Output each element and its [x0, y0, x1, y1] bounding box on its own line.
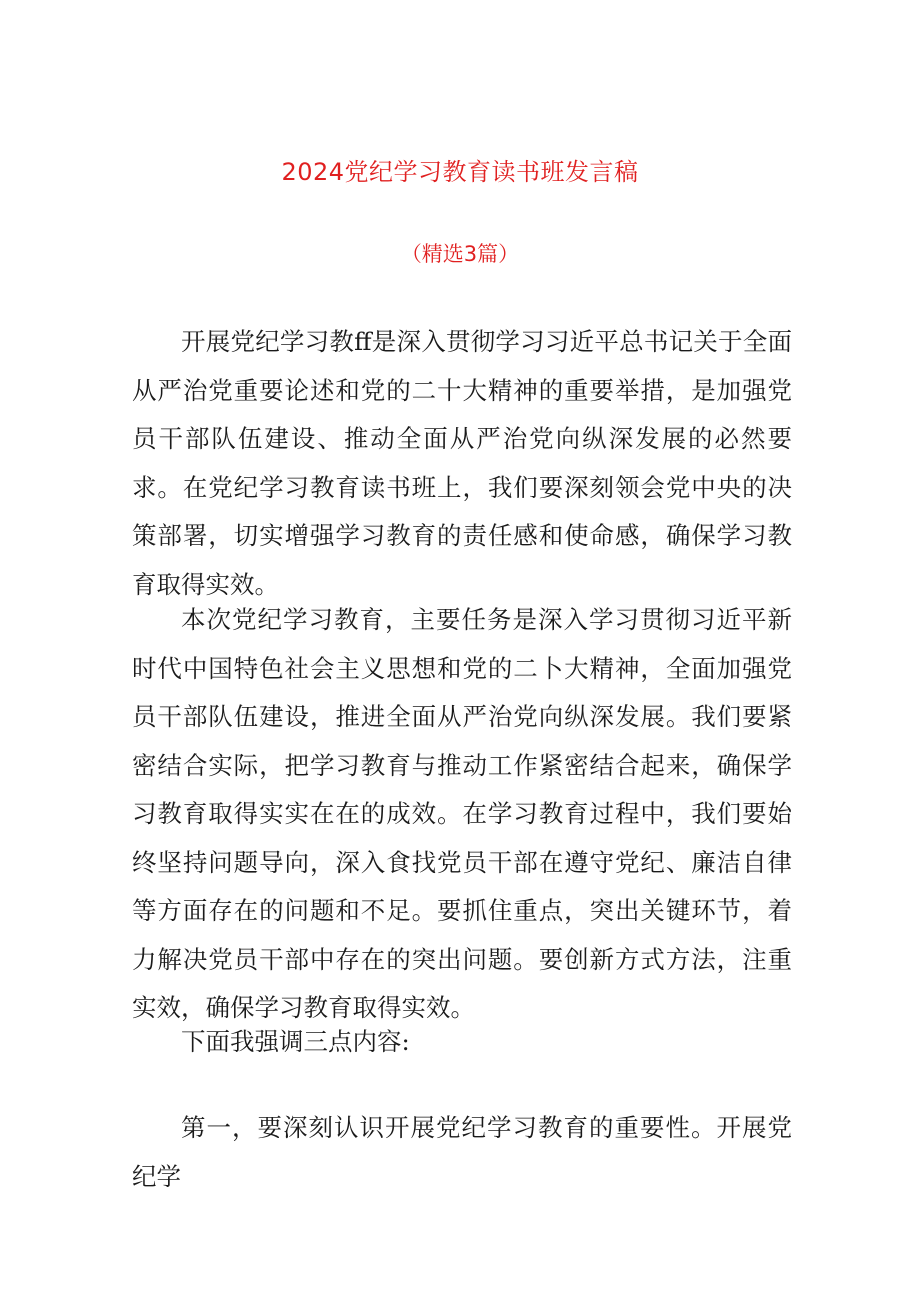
paragraph-emphasis-intro: 下面我强调三点内容: [181, 1027, 410, 1056]
document-subtitle: （精选3篇） [400, 242, 520, 266]
paragraph-intro: 开展党纪学习教ff是深入贯彻学习习近平总书记关于全面从严治党重要论述和党的二十大精神的重要举措，是加强党员干部队伍建设、推动全面从严治党向纵深发展的必然要求。在党纪学习教育读书班上，我们要深刻领会党中央的决策部署，切实增强学习教育的责任感和使命感，确保学习教育取得实效。 [132, 327, 792, 599]
paragraph-point-one: 第一，要深刻认识开展党纪学习教育的重要性。开展党纪学 [132, 1113, 792, 1191]
document-title: 2024党纪学习教育读书班发言稿 [281, 158, 639, 186]
paragraph-tasks: 本次党纪学习教育，主要任务是深入学习贯彻习近平新时代中国特色社会主义思想和党的二卜大精神，全面加强党员干部队伍建设，推进全面从严治党向纵深发展。我们要紧密结合实际，把学习教育与推动工作紧密结合起来，确保学习教育取得实实在在的成效。在学习教育过程中，我们要始终坚持问题导向，深入食找党员干部在遵守党纪、廉洁自律等方面存在的问题和不足。要抓住重点，突出关键环节，着力解决党员干部中存在的突出问题。要创新方式方法，注重实效，确保学习教育取得实效。 [132, 605, 792, 1022]
